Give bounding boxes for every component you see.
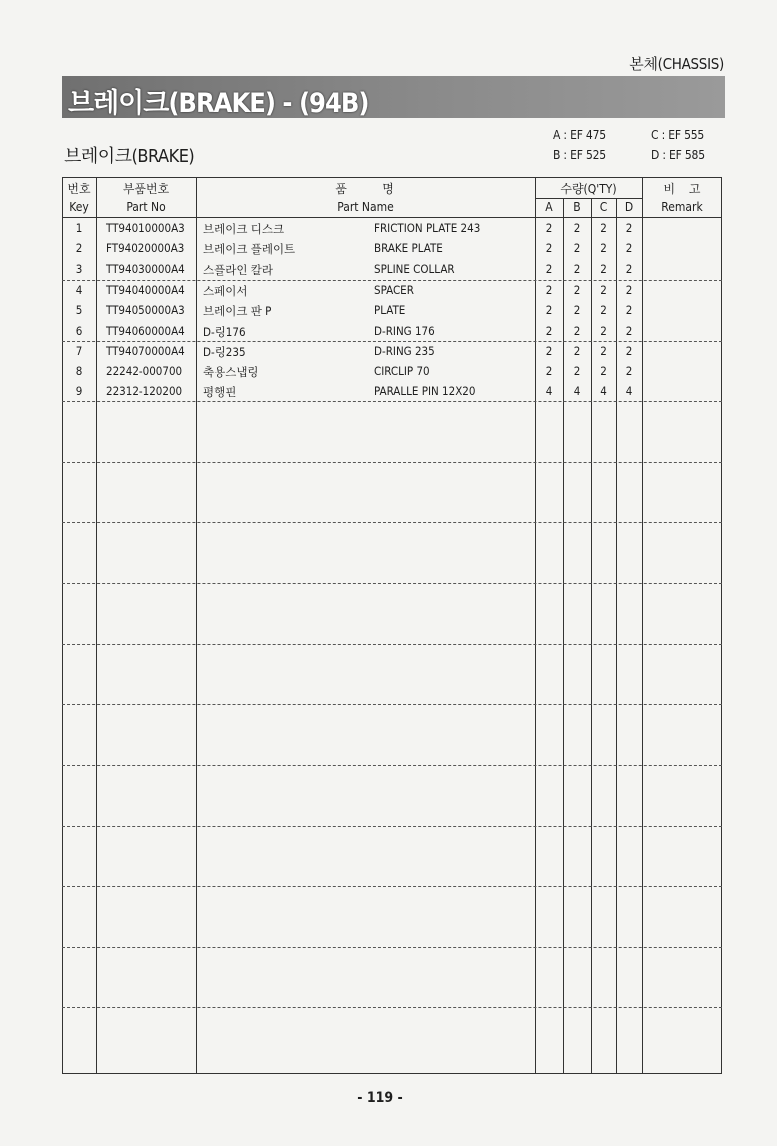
row-group-divider <box>62 704 722 705</box>
row-2-qty-b: 2 <box>573 241 581 255</box>
row-group-divider <box>62 644 722 645</box>
row-7-name-en: D-RING 235 <box>374 344 435 358</box>
header-remark-kr: 비 고 <box>663 182 701 196</box>
row-4-qty-a: 2 <box>545 283 553 297</box>
row-8-name-kr: 축용스냅링 <box>203 365 259 379</box>
row-1-name-en: FRICTION PLATE 243 <box>374 221 481 235</box>
row-group-divider <box>62 583 722 584</box>
row-9-qty-b: 4 <box>573 384 581 398</box>
col-divider <box>96 177 97 1074</box>
row-3-qty-b: 2 <box>573 262 581 276</box>
col-divider <box>196 177 197 1074</box>
row-5-qty-c: 2 <box>600 303 607 317</box>
row-8-part-no: 22242-000700 <box>106 364 183 378</box>
row-3-qty-c: 2 <box>600 262 607 276</box>
row-3-name-kr: 스플라인 칼라 <box>203 263 273 277</box>
row-2-part-no: FT94020000A3 <box>106 241 185 255</box>
row-3-name-en: SPLINE COLLAR <box>374 262 455 276</box>
model-a: A : EF 475 <box>553 128 606 142</box>
row-group-divider <box>62 401 722 402</box>
row-5-name-en: PLATE <box>374 303 406 317</box>
header-qty-c: C <box>599 200 608 214</box>
row-8-key: 8 <box>75 364 83 378</box>
row-group-divider <box>62 947 722 948</box>
header-key-en: Key <box>69 200 89 214</box>
qty-header-line <box>535 198 642 199</box>
row-4-name-en: SPACER <box>374 283 414 297</box>
row-1-key: 1 <box>75 221 83 235</box>
row-1-part-no: TT94010000A3 <box>106 221 185 235</box>
row-6-part-no: TT94060000A4 <box>106 324 185 338</box>
col-divider <box>642 177 643 1074</box>
row-7-key: 7 <box>75 344 83 358</box>
model-d: D : EF 585 <box>651 148 705 162</box>
row-2-qty-c: 2 <box>600 241 607 255</box>
row-3-part-no: TT94030000A4 <box>106 262 185 276</box>
row-9-qty-d: 4 <box>625 384 633 398</box>
section-label: 본체(CHASSIS) <box>629 55 724 73</box>
header-name-kr-2: 명 <box>382 182 394 196</box>
row-1-qty-b: 2 <box>573 221 581 235</box>
row-4-part-no: TT94040000A4 <box>106 283 185 297</box>
header-name-kr-1: 품 <box>335 182 347 196</box>
row-group-divider <box>62 765 722 766</box>
row-5-qty-b: 2 <box>573 303 581 317</box>
row-7-name-kr: D-링235 <box>203 345 246 359</box>
header-name-en: Part Name <box>337 200 394 214</box>
row-group-divider <box>62 1007 722 1008</box>
row-1-name-kr: 브레이크 디스크 <box>203 222 285 236</box>
row-4-qty-b: 2 <box>573 283 581 297</box>
row-8-name-en: CIRCLIP 70 <box>374 364 430 378</box>
row-group-divider <box>62 280 722 281</box>
row-7-qty-c: 2 <box>600 344 607 358</box>
row-4-qty-c: 2 <box>600 283 607 297</box>
row-1-qty-d: 2 <box>625 221 633 235</box>
row-2-qty-d: 2 <box>625 241 633 255</box>
row-5-name-kr: 브레이크 판 P <box>203 304 272 318</box>
title-bar <box>62 76 725 118</box>
row-2-name-en: BRAKE PLATE <box>374 241 443 255</box>
header-partno-kr: 부품번호 <box>122 182 170 196</box>
row-3-key: 3 <box>75 262 83 276</box>
row-4-key: 4 <box>75 283 83 297</box>
row-7-qty-d: 2 <box>625 344 633 358</box>
row-5-qty-d: 2 <box>625 303 633 317</box>
row-5-key: 5 <box>75 303 83 317</box>
header-qty-b: B <box>573 200 581 214</box>
row-8-qty-a: 2 <box>545 364 553 378</box>
row-2-key: 2 <box>75 241 83 255</box>
row-1-qty-c: 2 <box>600 221 607 235</box>
header-partno-en: Part No <box>126 200 166 214</box>
row-8-qty-d: 2 <box>625 364 633 378</box>
header-remark-en: Remark <box>661 200 703 214</box>
header-bottom-line <box>62 217 722 218</box>
row-group-divider <box>62 886 722 887</box>
row-3-qty-d: 2 <box>625 262 633 276</box>
row-4-qty-d: 2 <box>625 283 633 297</box>
row-group-divider <box>62 341 722 342</box>
header-qty-a: A <box>545 200 553 214</box>
page-title: 브레이크(BRAKE) - (94B) <box>68 88 369 119</box>
row-6-name-kr: D-링176 <box>203 325 246 339</box>
header-key-kr: 번호 <box>67 182 91 196</box>
row-group-divider <box>62 826 722 827</box>
row-2-qty-a: 2 <box>545 241 553 255</box>
header-qty-d: D <box>624 200 634 214</box>
row-8-qty-b: 2 <box>573 364 581 378</box>
row-9-qty-a: 4 <box>545 384 553 398</box>
header-qty: 수량(Q'TY) <box>560 182 617 196</box>
row-9-name-kr: 평행핀 <box>203 385 237 399</box>
row-6-key: 6 <box>75 324 83 338</box>
row-7-qty-a: 2 <box>545 344 553 358</box>
row-8-qty-c: 2 <box>600 364 607 378</box>
row-7-qty-b: 2 <box>573 344 581 358</box>
row-9-name-en: PARALLE PIN 12X20 <box>374 384 476 398</box>
model-b: B : EF 525 <box>553 148 606 162</box>
row-4-name-kr: 스페이서 <box>203 284 248 298</box>
row-7-part-no: TT94070000A4 <box>106 344 185 358</box>
row-group-divider <box>62 462 722 463</box>
row-9-qty-c: 4 <box>600 384 607 398</box>
row-3-qty-a: 2 <box>545 262 553 276</box>
row-6-qty-a: 2 <box>545 324 553 338</box>
row-5-part-no: TT94050000A3 <box>106 303 185 317</box>
row-6-name-en: D-RING 176 <box>374 324 435 338</box>
row-6-qty-b: 2 <box>573 324 581 338</box>
row-9-part-no: 22312-120200 <box>106 384 183 398</box>
row-9-key: 9 <box>75 384 83 398</box>
row-6-qty-d: 2 <box>625 324 633 338</box>
row-6-qty-c: 2 <box>600 324 607 338</box>
page-number: - 119 - <box>357 1090 403 1106</box>
row-1-qty-a: 2 <box>545 221 553 235</box>
row-2-name-kr: 브레이크 플레이트 <box>203 242 296 256</box>
sub-title: 브레이크(BRAKE) <box>64 146 195 167</box>
model-c: C : EF 555 <box>651 128 705 142</box>
row-5-qty-a: 2 <box>545 303 553 317</box>
row-group-divider <box>62 522 722 523</box>
